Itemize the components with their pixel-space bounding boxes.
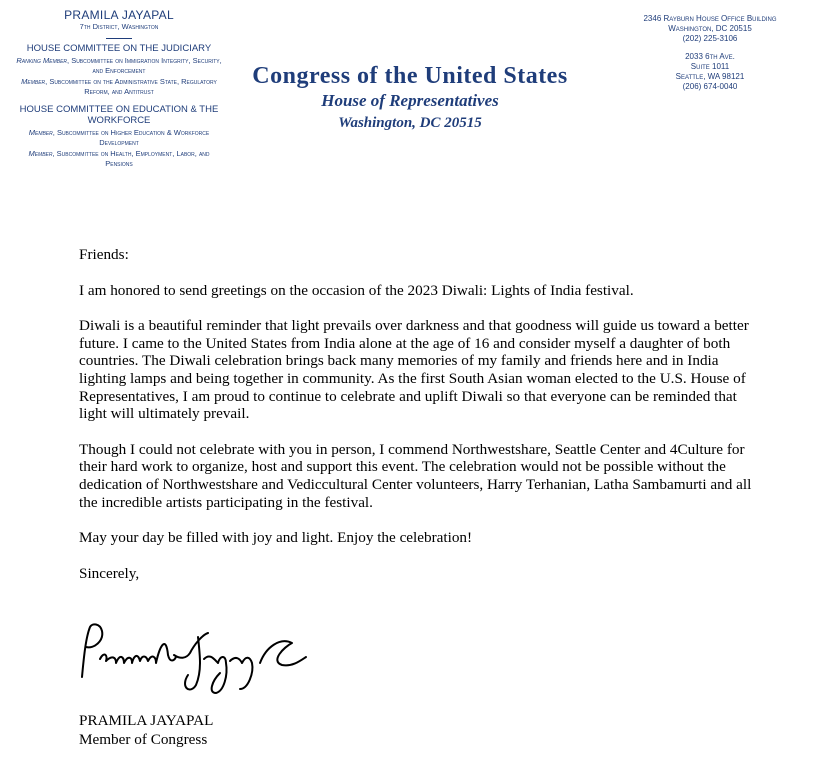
subcommittee-text: , Subcommittee on Higher Education & Workforce Development	[52, 128, 210, 147]
house-title: House of Representatives	[321, 91, 499, 110]
address-line: Seattle, WA 98121	[675, 72, 745, 81]
committee-title: HOUSE COMMITTEE ON THE JUDICIARY	[26, 43, 212, 54]
salutation: Friends:	[79, 246, 129, 263]
subcommittee-text: , Subcommittee on Health, Employment, Labor, and Pensions	[52, 149, 210, 168]
address-line: Suite 1011	[690, 62, 730, 71]
letterhead-left	[14, 8, 224, 168]
letterhead-center	[225, 62, 595, 134]
member-name: PRAMILA JAYAPAL	[64, 8, 174, 22]
member-district: 7th District, Washington	[79, 22, 159, 31]
subcommittee-role: Ranking Member	[16, 56, 68, 65]
subcommittee-text: , Subcommittee on Immigration Integrity, Security, and Enforcement	[67, 56, 222, 75]
paragraph: May your day be filled with joy and light. Enjoy the celebration!	[79, 529, 473, 547]
subcommittee-role: Member	[28, 149, 53, 158]
congress-title: Congress of the United States	[252, 63, 568, 89]
closing: Sincerely,	[79, 564, 140, 582]
city-line: Washington, DC 20515	[338, 115, 482, 131]
paragraph: I am honored to send greetings on the occasion of the 2023 Diwali: Lights of India festival.	[79, 281, 634, 299]
dc-office-address	[625, 14, 795, 44]
subcommittee-role: Member	[28, 128, 53, 137]
phone-number: (206) 674-0040	[682, 82, 738, 91]
paragraph: Diwali is a beautiful reminder that light prevails over darkness and that goodness will guide us toward a better future. I came to the United States from India alone at the age of 16 and consider myself a daughter of both countries. The Diwali celebration brings back many memories of my family and friends here and in India lighting lamps and being together in community. As the first South Asian woman elected to the U.S. House of Representatives, I am proud to continue to celebrate and uplift Diwali so that everyone can be reminded that light will ultimately prevail.	[79, 317, 749, 423]
subcommittee-line	[14, 128, 224, 147]
subcommittee-line	[14, 149, 224, 168]
address-line: 2033 6th Ave.	[685, 52, 735, 61]
seattle-office-address	[625, 52, 795, 92]
address-line: 2346 Rayburn House Office Building	[643, 14, 777, 23]
signature-block	[79, 711, 213, 749]
subcommittee-line	[14, 77, 224, 96]
letterhead-right	[625, 14, 795, 92]
paragraph: Though I could not celebrate with you in person, I commend Northwestshare, Seattle Center and 4Culture for their hard work to organize, host and support this event. The celebration would not be possible without the dedication of Northwestshare and Vediccultural Center volunteers, Harry Terhanian, Latha Sambamurti and all the incredible artists participating in the festival.	[79, 440, 752, 511]
signer-name: PRAMILA JAYAPAL	[79, 712, 214, 729]
signer-title: Member of Congress	[79, 731, 208, 748]
subcommittee-text: , Subcommittee on the Administrative State, Regulatory Reform, and Antitrust	[45, 77, 217, 96]
address-line: Washington, DC 20515	[668, 24, 752, 33]
phone-number: (202) 225-3106	[682, 34, 738, 43]
handwritten-signature	[70, 615, 310, 695]
subcommittee-role: Member	[21, 77, 46, 86]
subcommittee-line	[14, 56, 224, 75]
letter-body	[79, 246, 759, 600]
committee-title: HOUSE COMMITTEE ON EDUCATION & THE WORKFORCE	[19, 104, 219, 126]
divider	[106, 38, 132, 39]
